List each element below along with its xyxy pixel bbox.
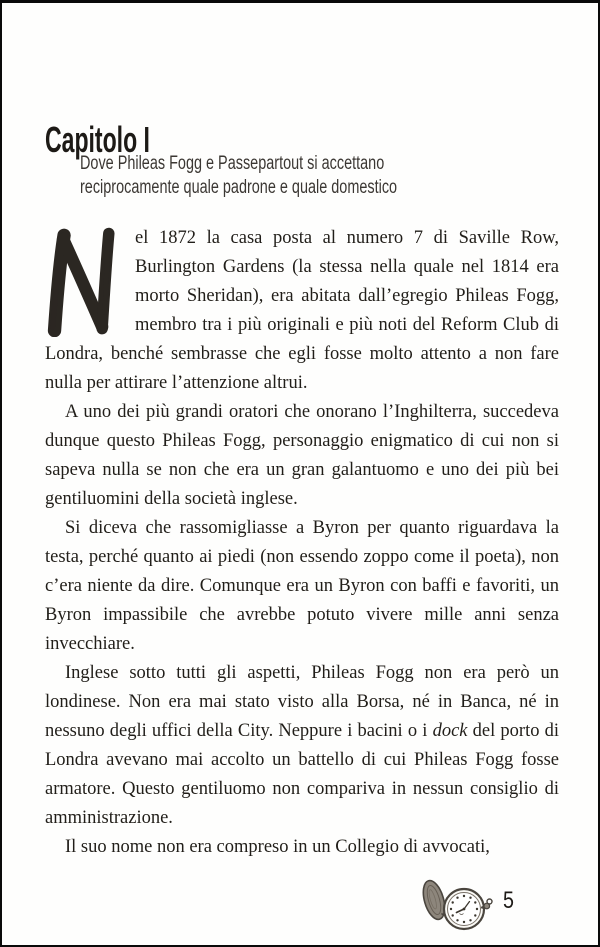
paragraph-1-text: el 1872 la casa posta al numero 7 di Saville Row, Burlington Gardens (la stessa nella quale nel 1814 era morto Sheridan), era abitata dall’egregio Phileas Fogg, membro tra i più originali e più noti del Reform Club di Londra, benché sembrasse che egli fosse molto attento a non fare nulla per attirare l’attenzione altrui. <box>45 228 559 393</box>
chapter-title: Capitolo I <box>45 119 150 161</box>
italic-term-dock: dock <box>432 721 468 741</box>
drop-cap-n-icon <box>45 227 129 339</box>
paragraph-4-text-a: Inglese sotto tutti gli aspetti, Phileas Fogg non era però un londinese. Non era mai stato visto alla Borsa, né in Banca, né in nessuno degli uffici della City. Neppure i bacini o i <box>45 663 559 741</box>
paragraph-2: A uno dei più grandi oratori che onorano l’Inghilterra, succedeva dunque questo Phileas Fogg, personaggio enigmatico di cui non si sapeva nulla se non che era un gran galantuomo e uno dei più bei gentiluomini della società inglese. <box>45 402 559 509</box>
paragraph-4 <box>45 659 559 833</box>
paragraph-1 <box>45 224 559 398</box>
pocket-watch-icon <box>414 872 496 936</box>
body-text-block <box>45 224 559 862</box>
paragraph-3: Si diceva che rassomigliasse a Byron per quanto riguardava la testa, perché quanto ai piedi (non essendo zoppo come il poeta), non c’era niente da dire. Comunque era un Byron con baffi e favoriti, un Byron impassibile che avrebbe potuto vivere mille anni senza invecchiare. <box>45 518 559 654</box>
chapter-subtitle-line-1: Dove Phileas Fogg e Passepartout si accettano <box>80 153 385 174</box>
chapter-subtitle <box>80 152 397 200</box>
paragraph-4-text-b: del porto di Londra avevano mai accolto un battello di cui Phileas Fogg fosse armatore. Questo gentiluomo non compariva in nessun consiglio di amministrazione. <box>45 721 560 828</box>
paragraph-5: Il suo nome non era compreso in un Collegio di avvocati, <box>65 837 490 857</box>
page-number: 5 <box>503 887 514 914</box>
chapter-subtitle-line-2: reciprocamente quale padrone e quale domestico <box>80 177 398 198</box>
